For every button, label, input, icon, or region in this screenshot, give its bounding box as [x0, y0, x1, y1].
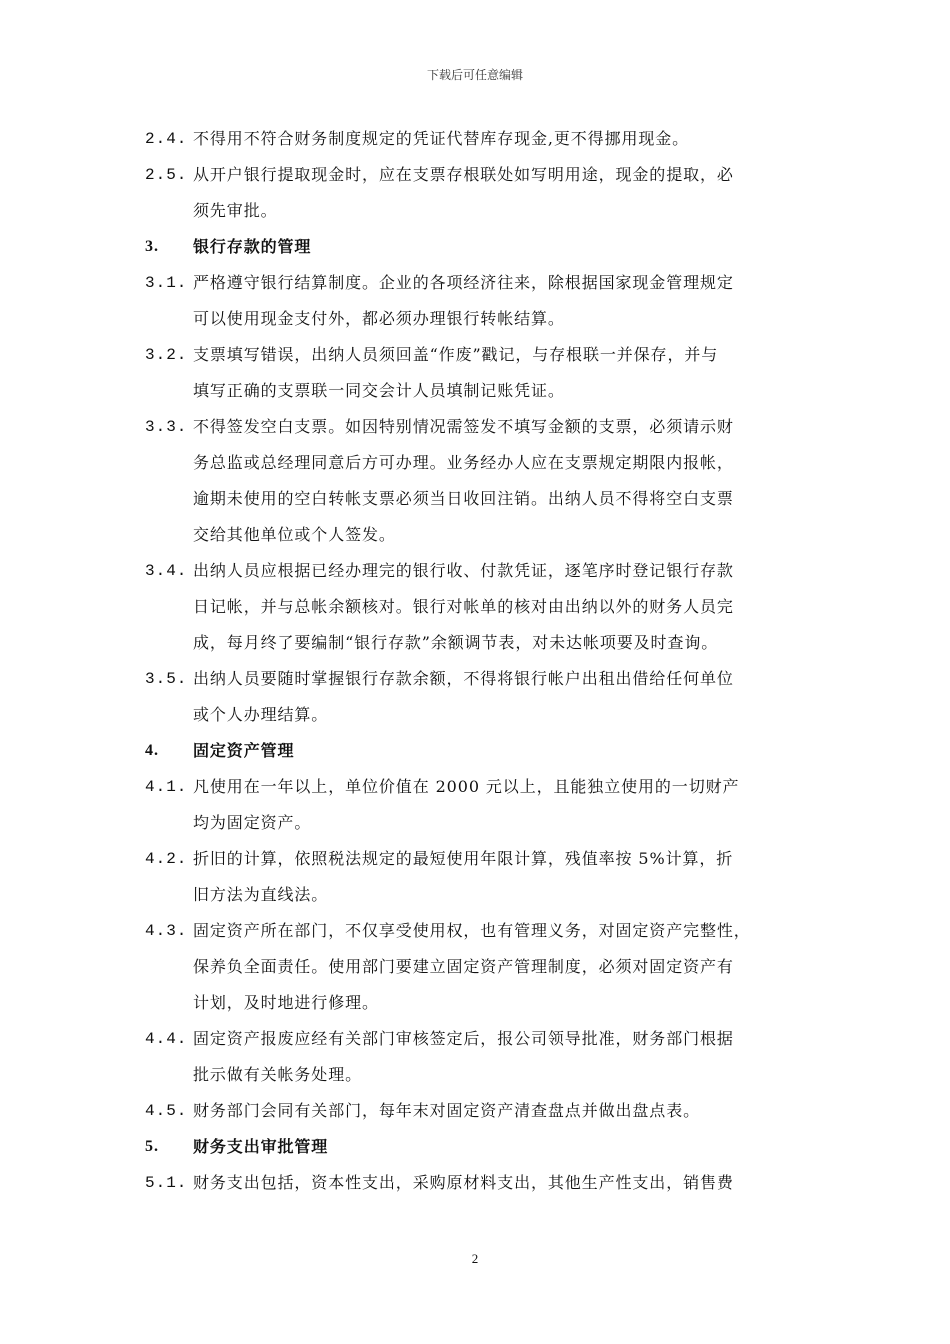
text-line: 日记帐，并与总帐余额核对。银行对帐单的核对由出纳以外的财务人员完: [193, 597, 734, 616]
text-line: 交给其他单位或个人签发。: [193, 525, 396, 544]
clause-number: 2.4.: [145, 130, 188, 148]
clause-number: 5.: [145, 1138, 159, 1155]
text-line: 出纳人员要随时掌握银行存款余额，不得将银行帐户出租出借给任何单位: [193, 669, 734, 688]
clause-text: [193, 157, 825, 229]
clause-number: 4.: [145, 742, 159, 759]
text-line: 成，每月终了要编制“银行存款”余额调节表，对未达帐项要及时查询。: [193, 633, 719, 652]
clause-paragraph: [145, 661, 825, 733]
text-line: 不得签发空白支票。如因特别情况需签发不填写金额的支票，必须请示财: [193, 417, 734, 436]
clause-text: [193, 1093, 825, 1129]
text-line: 旧方法为直线法。: [193, 885, 329, 904]
clause-paragraph: [145, 265, 825, 337]
clause-number: 4.3.: [145, 922, 188, 940]
clause-number: 5.1.: [145, 1174, 188, 1192]
section-heading: [145, 1129, 825, 1165]
clause-text: [193, 1021, 825, 1093]
clause-number: 2.5.: [145, 166, 188, 184]
section-heading-text: [193, 229, 825, 265]
clause-paragraph: [145, 1021, 825, 1093]
clause-number: 3.2.: [145, 346, 188, 364]
section-heading: [145, 733, 825, 769]
text-line: 均为固定资产。: [193, 813, 312, 832]
clause-number: 4.2.: [145, 850, 188, 868]
text-line: 固定资产所在部门，不仅享受使用权，也有管理义务，对固定资产完整性，: [193, 921, 751, 940]
clause-text: [193, 409, 825, 553]
clause-number: 3.5.: [145, 670, 188, 688]
text-line: 财务部门会同有关部门，每年末对固定资产清查盘点并做出盘点表。: [193, 1101, 701, 1120]
text-line: 财务支出审批管理: [193, 1137, 329, 1156]
clause-paragraph: [145, 157, 825, 229]
clause-text: [193, 661, 825, 733]
clause-text: [193, 337, 825, 409]
clause-number: 3.3.: [145, 418, 188, 436]
page-number: 2: [471, 1251, 479, 1266]
clause-text: [193, 913, 825, 1021]
clause-paragraph: [145, 121, 825, 157]
document-body: [145, 121, 825, 1201]
clause-text: [193, 553, 825, 661]
text-line: 批示做有关帐务处理。: [193, 1065, 363, 1084]
text-line: 计划，及时地进行修理。: [193, 993, 379, 1012]
text-line: 保养负全面责任。使用部门要建立固定资产管理制度，必须对固定资产有: [193, 957, 734, 976]
text-line: 支票填写错误，出纳人员须回盖“作废”戳记，与存根联一并保存，并与: [193, 345, 719, 364]
text-line: 折旧的计算，依照税法规定的最短使用年限计算，残值率按 5%计算，折: [193, 849, 734, 868]
text-line: 从开户银行提取现金时，应在支票存根联处如写明用途，现金的提取，必: [193, 165, 734, 184]
text-line: 固定资产管理: [193, 741, 295, 760]
clause-paragraph: [145, 913, 825, 1021]
clause-number: 3.4.: [145, 562, 188, 580]
text-line: 出纳人员应根据已经办理完的银行收、付款凭证，逐笔序时登记银行存款: [193, 561, 734, 580]
text-line: 或个人办理结算。: [193, 705, 329, 724]
clause-paragraph: [145, 1165, 825, 1201]
clause-paragraph: [145, 769, 825, 841]
clause-paragraph: [145, 409, 825, 553]
clause-paragraph: [145, 337, 825, 409]
clause-text: [193, 1165, 825, 1201]
text-line: 可以使用现金支付外，都必须办理银行转帐结算。: [193, 309, 565, 328]
section-heading: [145, 229, 825, 265]
text-line: 固定资产报废应经有关部门审核签定后，报公司领导批准，财务部门根据: [193, 1029, 734, 1048]
section-heading-text: [193, 1129, 825, 1165]
section-heading-text: [193, 733, 825, 769]
clause-number: 3.1.: [145, 274, 188, 292]
clause-number: 4.4.: [145, 1030, 188, 1048]
clause-text: [193, 265, 825, 337]
clause-number: 4.5.: [145, 1102, 188, 1120]
clause-text: [193, 841, 825, 913]
clause-number: 4.1.: [145, 778, 188, 796]
text-line: 凡使用在一年以上，单位价值在 2000 元以上，且能独立使用的一切财产: [193, 777, 740, 796]
text-line: 逾期未使用的空白转帐支票必须当日收回注销。出纳人员不得将空白支票: [193, 489, 734, 508]
page-header: 下载后可任意编辑: [426, 68, 523, 82]
clause-paragraph: [145, 841, 825, 913]
clause-paragraph: [145, 553, 825, 661]
text-line: 填写正确的支票联一同交会计人员填制记账凭证。: [193, 381, 565, 400]
text-line: 财务支出包括，资本性支出，采购原材料支出，其他生产性支出，销售费: [193, 1173, 734, 1192]
clause-paragraph: [145, 1093, 825, 1129]
text-line: 须先审批。: [193, 201, 278, 220]
text-line: 务总监或总经理同意后方可办理。业务经办人应在支票规定期限内报帐，: [193, 453, 734, 472]
clause-text: [193, 769, 825, 841]
text-line: 银行存款的管理: [193, 237, 312, 256]
text-line: 严格遵守银行结算制度。企业的各项经济往来，除根据国家现金管理规定: [193, 273, 734, 292]
text-line: 不得用不符合财务制度规定的凭证代替库存现金,更不得挪用现金。: [193, 129, 690, 148]
clause-number: 3.: [145, 238, 159, 255]
clause-text: [193, 121, 825, 157]
